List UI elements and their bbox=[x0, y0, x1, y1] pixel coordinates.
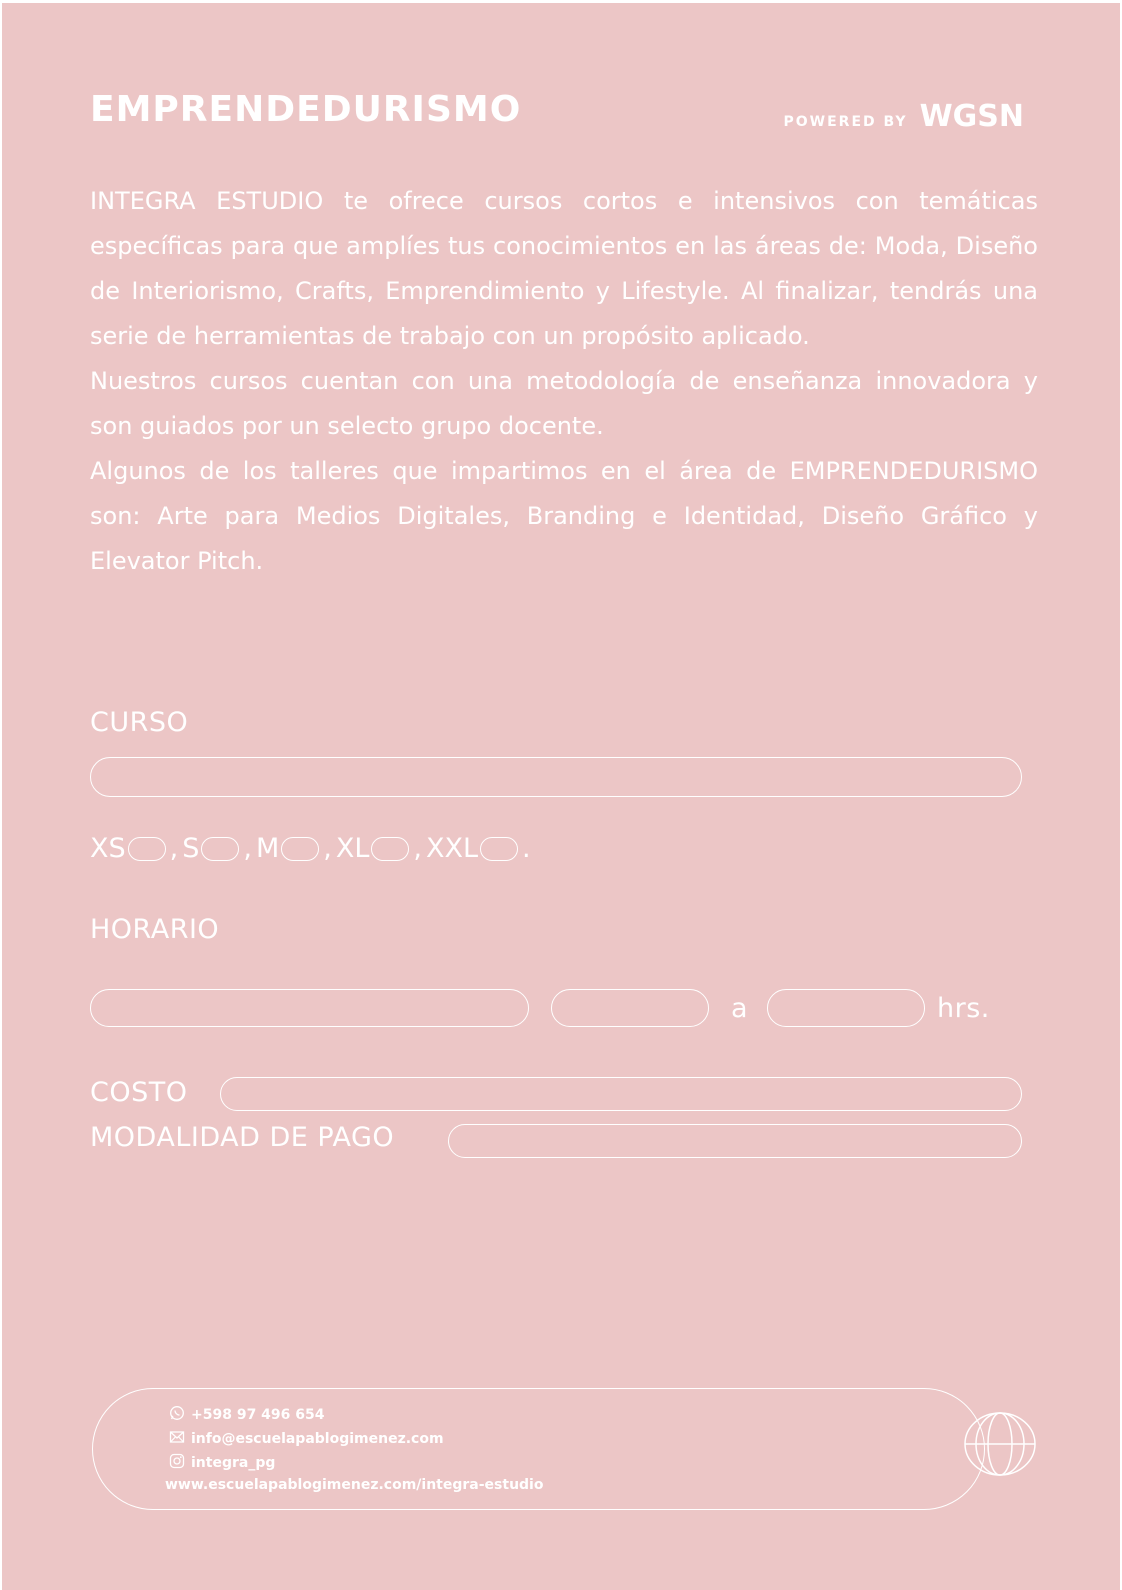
contact-website[interactable] bbox=[165, 1477, 543, 1493]
size-option-s[interactable]: S , bbox=[182, 833, 252, 864]
size-checkbox-xl[interactable] bbox=[371, 837, 409, 861]
size-options bbox=[90, 833, 535, 864]
intro-text bbox=[90, 179, 1038, 584]
horario-end-field[interactable] bbox=[767, 989, 925, 1027]
contact-email-text: info@escuelapablogimenez.com bbox=[191, 1431, 444, 1447]
intro-paragraph-1: INTEGRA ESTUDIO te ofrece cursos cortos e intensivos con temáticas específicas para que amplíes tus conocimientos en las áreas de: Moda, Diseño de Interiorismo, Crafts, Emprendimiento y Lifestyle. Al finalizar, tendrás una serie de herramientas de trabajo con un propósito aplicado. bbox=[90, 187, 1038, 350]
intro-paragraph-3: Algunos de los talleres que impartimos en el área de EMPRENDEDURISMO son: Arte para Medios Digitales, Branding e Identidad, Diseño Gráfico y Elevator Pitch. bbox=[90, 457, 1038, 575]
page-title: EMPRENDEDURISMO bbox=[90, 89, 522, 130]
horario-a-label: a bbox=[731, 993, 749, 1024]
costo-label: COSTO bbox=[90, 1077, 188, 1108]
instagram-icon bbox=[169, 1453, 185, 1473]
size-checkbox-xs[interactable] bbox=[128, 837, 166, 861]
contact-email[interactable] bbox=[169, 1429, 444, 1449]
size-checkbox-m[interactable] bbox=[281, 837, 319, 861]
costo-field[interactable] bbox=[220, 1077, 1022, 1111]
contact-info bbox=[92, 1388, 985, 1510]
curso-label: CURSO bbox=[90, 707, 189, 738]
modalidad-label: MODALIDAD DE PAGO bbox=[90, 1122, 395, 1153]
whatsapp-icon bbox=[169, 1405, 185, 1425]
contact-phone[interactable] bbox=[169, 1405, 325, 1425]
intro-paragraph-2: Nuestros cursos cuentan con una metodología de enseñanza innovadora y son guiados por un selecto grupo docente. bbox=[90, 367, 1038, 440]
globe-logo-icon bbox=[963, 1411, 1037, 1477]
horario-hrs-label: hrs. bbox=[937, 993, 990, 1024]
size-option-xs[interactable]: XS , bbox=[90, 833, 179, 864]
contact-website-text: www.escuelapablogimenez.com/integra-estudio bbox=[165, 1477, 544, 1493]
powered-by-label: POWERED BY bbox=[783, 114, 908, 130]
modalidad-field[interactable] bbox=[448, 1124, 1022, 1158]
horario-label: HORARIO bbox=[90, 914, 220, 945]
size-checkbox-xxl[interactable] bbox=[480, 837, 518, 861]
contact-instagram-text: integra_pg bbox=[191, 1455, 276, 1471]
curso-field[interactable] bbox=[90, 757, 1022, 797]
mail-icon bbox=[169, 1429, 185, 1449]
horario-start-field[interactable] bbox=[551, 989, 709, 1027]
size-checkbox-s[interactable] bbox=[201, 837, 239, 861]
size-option-xxl[interactable]: XXL . bbox=[426, 833, 531, 864]
size-option-xl[interactable]: XL , bbox=[335, 833, 422, 864]
powered-by bbox=[784, 99, 1025, 134]
contact-phone-text: +598 97 496 654 bbox=[191, 1407, 325, 1423]
horario-days-field[interactable] bbox=[90, 989, 529, 1027]
page bbox=[2, 3, 1120, 1590]
contact-instagram[interactable] bbox=[169, 1453, 275, 1473]
brand-logo: WGSN bbox=[919, 99, 1024, 134]
size-option-m[interactable]: M , bbox=[255, 833, 332, 864]
